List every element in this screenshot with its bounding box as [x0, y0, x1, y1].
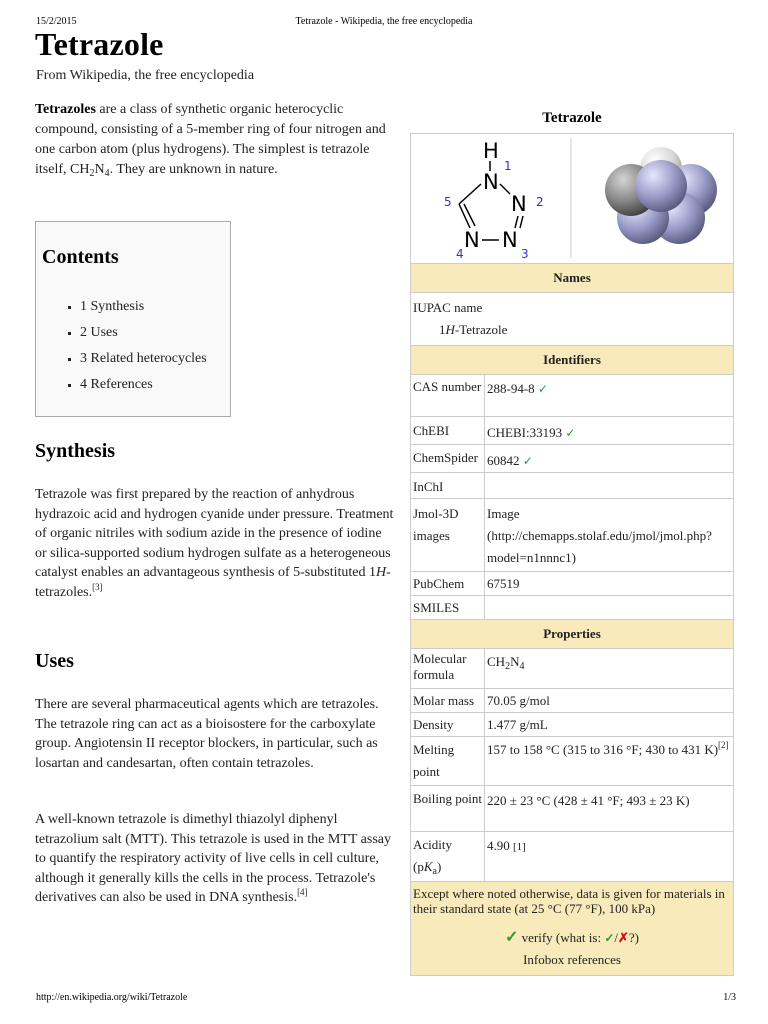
space-filling-model: [605, 147, 717, 244]
iupac-cell: [411, 293, 734, 346]
lead-text-3: . They are unknown in nature.: [109, 162, 278, 177]
cas-label[interactable]: CAS number: [411, 375, 485, 417]
check-icon: ✓: [565, 426, 576, 440]
lead-text-2: N: [94, 162, 105, 177]
melting-cell: [485, 737, 734, 786]
formula-sub-1: 2: [505, 661, 511, 672]
print-page-number: 1/3: [723, 992, 736, 1003]
uses-ref[interactable]: [4]: [297, 887, 308, 897]
lead-bold-term: Tetrazoles: [35, 102, 96, 117]
cas-value[interactable]: 288-94-8: [487, 381, 535, 396]
num-2: 2: [536, 195, 544, 209]
cas-cell: [485, 375, 734, 417]
lead-sub-2: 4: [104, 168, 110, 179]
smiles-label[interactable]: SMILES: [411, 596, 485, 620]
num-1: 1: [504, 159, 512, 173]
page-title: Tetrazole: [35, 26, 164, 62]
whatis-end: ?): [628, 930, 640, 945]
chemspider-label[interactable]: ChemSpider: [411, 445, 485, 473]
print-date: 15/2/2015: [36, 16, 77, 27]
atom-n3: N: [502, 228, 518, 252]
toc-item-references[interactable]: ▪ 4 References: [80, 372, 207, 398]
molar-mass-value: 70.05 g/mol: [485, 689, 734, 713]
acidity-sub: a: [432, 866, 437, 877]
check-icon: ✓: [537, 382, 548, 396]
num-3: 3: [521, 247, 529, 261]
uses-paragraph-2: [35, 810, 395, 908]
standard-state-note: Except where noted otherwise, data is given for materials in their standard state (at 25 °C (77 °F), 100 kPa): [413, 886, 725, 916]
section-identifiers: Identifiers: [411, 346, 734, 375]
tagline: From Wikipedia, the free encyclopedia: [36, 68, 255, 83]
iupac-italic: H: [445, 322, 455, 337]
print-title: Tetrazole - Wikipedia, the free encyclopedia: [295, 16, 473, 27]
molar-mass-label[interactable]: Molar mass: [411, 689, 485, 713]
infobox-references[interactable]: Infobox references: [523, 952, 621, 967]
acidity-ref[interactable]: [1]: [513, 841, 526, 853]
bond-c5-n1: [459, 184, 481, 204]
infobox-footer: [411, 882, 734, 976]
boiling-value: 220 ± 23 °C (428 ± 41 °F; 493 ± 23 K): [485, 786, 734, 832]
synthesis-text-end: -tetrazoles.: [35, 565, 391, 600]
toc-item-uses[interactable]: ▪ 2 Uses: [80, 320, 207, 346]
bond-n4-c5-b: [464, 204, 475, 226]
whatis-label: (what is:: [555, 930, 602, 945]
formula-sub-2: 4: [519, 661, 525, 672]
melting-ref[interactable]: [2]: [718, 740, 729, 750]
melting-value: 157 to 158 °C (315 to 316 °F; 430 to 431 K): [487, 742, 719, 757]
density-label[interactable]: Density: [411, 713, 485, 737]
iupac-pre: 1: [439, 322, 446, 337]
whatis-cross-icon[interactable]: ✗: [618, 930, 629, 945]
lead-sub-1: 2: [89, 168, 95, 179]
atom-n2: N: [511, 192, 527, 216]
num-5: 5: [444, 195, 452, 209]
formula-label: Molecular formula: [411, 649, 485, 689]
bond-n2-n3-a: [515, 216, 518, 228]
synthesis-text: Tetrazole was first prepared by the reaction of anhydrous hydrazoic acid and hydrogen cyanide under pressure. Treatment of organic nitriles with sodium azide in the presence of iodine or silica-supported sodium hydrogen sulfate as a heterogeneous catalyst enables an advantageous synthesis of 5-substituted 1: [35, 487, 394, 580]
chebi-value[interactable]: CHEBI:33193: [487, 425, 563, 440]
formula-n: N: [510, 654, 520, 669]
num-4: 4: [456, 247, 464, 261]
chemspider-value[interactable]: 60842: [487, 453, 520, 468]
uses-text-2: A well-known tetrazole is dimethyl thiazolyl diphenyl tetrazolium salt (MTT). This tetrazole is used in the MTT assay to quantify the respiratory activity of live cells in cell culture, although it generally kills the cells in the process. Tetrazole's derivatives can also be used in DNA synthesis.: [35, 812, 392, 905]
acidity-k: K: [423, 859, 433, 874]
bond-n1-n2: [500, 184, 510, 194]
atom-n1: N: [483, 170, 499, 194]
toc-title: Contents: [42, 246, 119, 268]
formula-value: [485, 649, 734, 689]
infobox: [410, 133, 734, 976]
synthesis-italic: H: [375, 565, 387, 580]
density-value: 1.477 g/mL: [485, 713, 734, 737]
infobox-title: Tetrazole: [542, 110, 602, 126]
chemspider-cell: [485, 445, 734, 473]
synthesis-ref[interactable]: [3]: [92, 581, 103, 592]
verify-link[interactable]: verify: [521, 930, 553, 945]
verify-line: [413, 930, 731, 946]
inchi-value: [485, 473, 734, 499]
melting-label[interactable]: Melting point: [411, 737, 485, 786]
iupac-value: [413, 319, 731, 341]
synthesis-paragraph: [35, 485, 395, 602]
acidity-post: ): [436, 859, 442, 874]
smiles-value: [485, 596, 734, 620]
bond-n2-n3-b: [520, 216, 523, 228]
jmol-label[interactable]: Jmol-3D images: [411, 499, 485, 572]
synthesis-heading: Synthesis: [35, 440, 116, 462]
inchi-label[interactable]: InChI: [411, 473, 485, 499]
atom-h: H: [483, 139, 499, 163]
acidity-pre: Acidity (p: [413, 837, 452, 874]
boiling-label[interactable]: Boiling point: [411, 786, 485, 832]
acidity-label[interactable]: [411, 832, 485, 882]
toc-list: [36, 294, 207, 398]
table-of-contents: [35, 221, 231, 417]
whatis-check-icon[interactable]: ✓: [604, 931, 615, 945]
iupac-label: IUPAC name: [413, 300, 483, 315]
structure-images: [411, 134, 733, 262]
toc-item-related[interactable]: ▪ 3 Related heterocycles: [80, 346, 207, 372]
model-nitrogen-1: [635, 160, 687, 212]
lead-text-1: are a class of synthetic organic heterocyclic compound, consisting of a 5-member ring of four nitrogen and one carbon atom (plus hydrogens). The simplest is tetrazole itself, CH: [35, 102, 386, 177]
lead-paragraph: [35, 100, 395, 180]
print-url: http://en.wikipedia.org/wiki/Tetrazole: [36, 992, 188, 1003]
jmol-value[interactable]: Image (http://chemapps.stolaf.edu/jmol/jmol.php?model=n1nnnc1): [485, 499, 734, 572]
toc-item-synthesis[interactable]: ▪ 1 Synthesis: [80, 294, 207, 320]
iupac-post: -Tetrazole: [454, 322, 508, 337]
formula-ch: CH: [487, 654, 506, 669]
section-names: Names: [411, 264, 734, 293]
chebi-cell: [485, 417, 734, 445]
check-icon: ✓: [522, 454, 533, 468]
pubchem-label[interactable]: PubChem: [411, 572, 485, 596]
verify-check-icon: ✓: [504, 929, 519, 946]
whatis-slash: /: [614, 930, 618, 945]
atom-n4: N: [464, 228, 480, 252]
chebi-label[interactable]: ChEBI: [411, 417, 485, 445]
uses-heading: Uses: [35, 650, 74, 672]
acidity-value: 4.90: [487, 838, 510, 853]
section-properties: Properties: [411, 620, 734, 649]
bond-n4-c5-a: [459, 204, 470, 228]
uses-paragraph-1: There are several pharmaceutical agents which are tetrazoles. The tetrazole ring can act as a bioisostere for the carboxylate group. Angiotensin II receptor blockers, in particular, such as losartan and candesartan, often contain tetrazoles.: [35, 697, 379, 771]
infobox-images: [411, 134, 734, 264]
pubchem-value[interactable]: 67519: [485, 572, 734, 596]
acidity-cell: [485, 832, 734, 882]
skeletal-formula: [444, 139, 544, 261]
